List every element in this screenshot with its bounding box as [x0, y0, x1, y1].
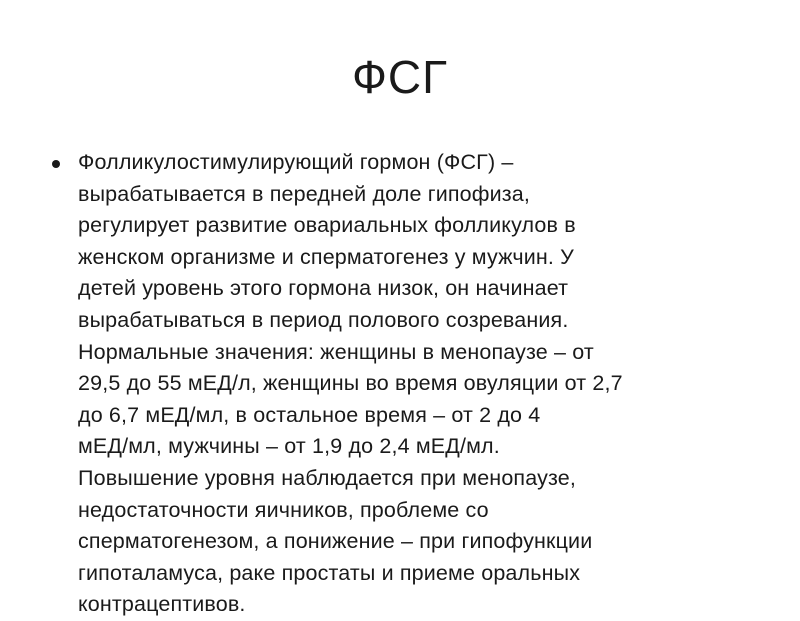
text-line: 29,5 до 55 мЕД/л, женщины во время овуляции от 2,7: [78, 371, 623, 396]
text-line: сперматогенезом, а понижение – при гипофункции: [78, 529, 593, 554]
bullet-list: [48, 147, 748, 621]
text-line: вырабатываться в период полового созревания.: [78, 307, 569, 332]
text-line: Нормальные значения: женщины в менопаузе – от: [78, 339, 594, 364]
text-line: Повышение уровня наблюдается при менопаузе,: [78, 465, 576, 490]
text-line: Фолликулостимулирующий гормон (ФСГ) –: [78, 150, 514, 174]
bullet-text: [78, 147, 748, 621]
text-line: регулирует развитие овариальных фолликулов в: [78, 213, 576, 238]
text-line: контрацептивов.: [78, 592, 246, 617]
text-line: гипоталамуса, раке простаты и приеме оральных: [78, 560, 581, 585]
text-line: мЕД/мл, мужчины – от 1,9 до 2,4 мЕД/мл.: [78, 434, 500, 459]
text-line: вырабатывается в передней доле гипофиза,: [78, 181, 530, 206]
text-line: детей уровень этого гормона низок, он начинает: [78, 276, 569, 301]
bullet-dot-icon: [52, 160, 60, 168]
text-line: женском организме и сперматогенез у мужчин. У: [78, 244, 574, 269]
slide-title: ФСГ: [351, 51, 449, 103]
text-line: до 6,7 мЕД/мл, в остальное время – от 2 до 4: [78, 402, 541, 427]
bullet-item: [48, 147, 748, 621]
text-line: недостаточности яичников, проблеме со: [78, 497, 489, 522]
